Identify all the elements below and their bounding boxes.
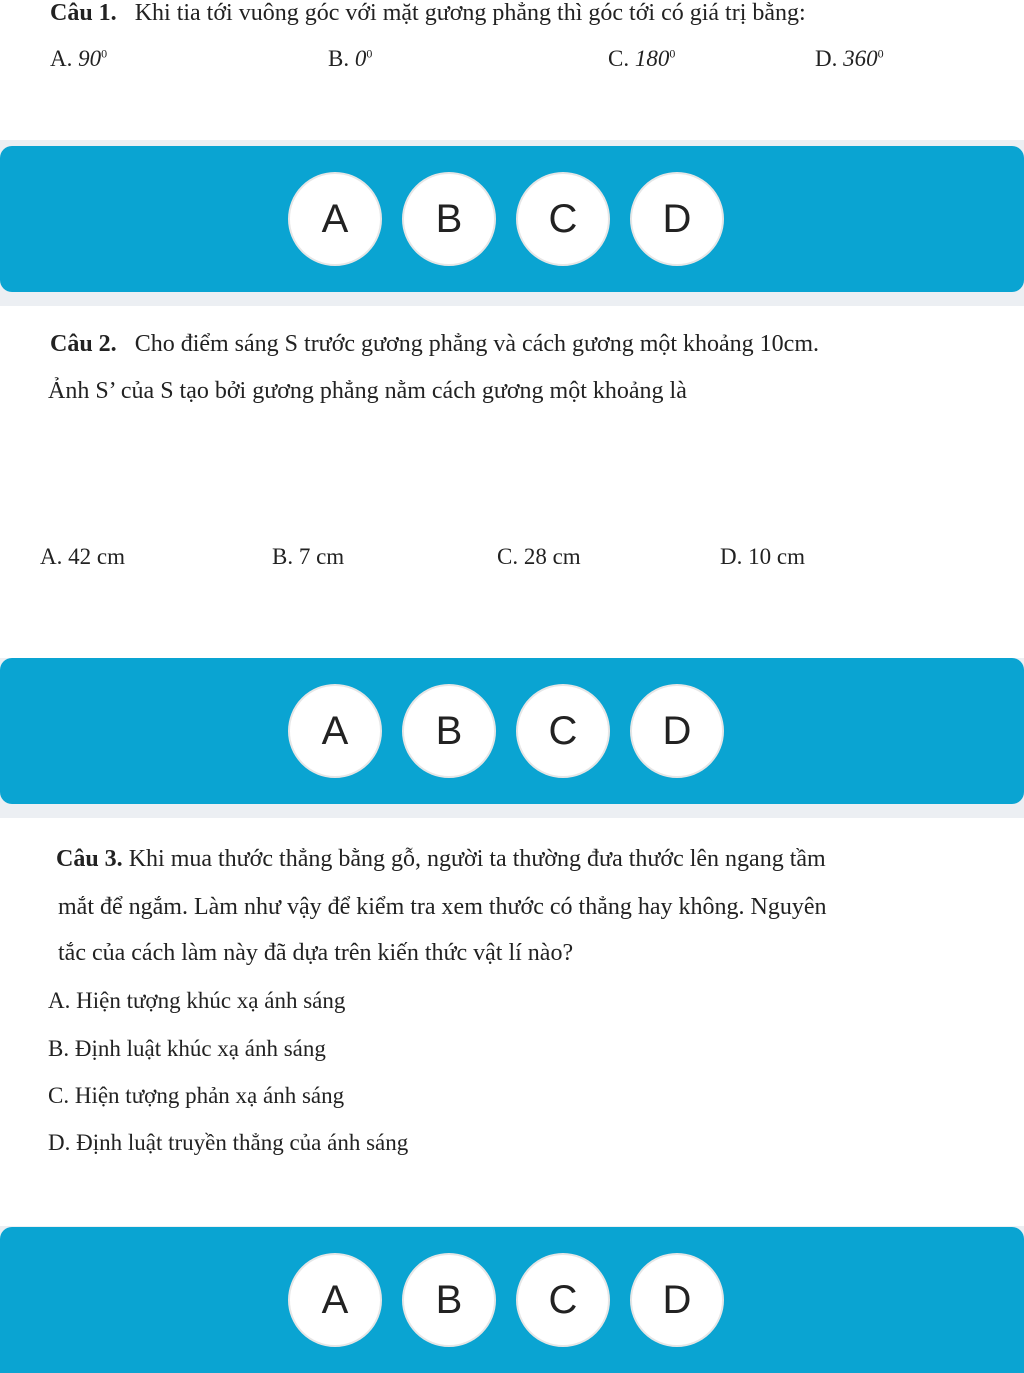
q3-option-b: B. Định luật khúc xạ ánh sáng (48, 1036, 326, 1061)
q1-option-b: B. $0^0$ (328, 46, 373, 71)
question-3-card (0, 818, 1024, 1226)
question-3-line-3: tắc của cách làm này đã dựa trên kiến thức vật lí nào? (58, 940, 574, 966)
answer-c-button[interactable]: C (516, 684, 610, 778)
q3-option-a: A. Hiện tượng khúc xạ ánh sáng (48, 988, 346, 1013)
answer-bar-1 (0, 146, 1024, 292)
answer-bar-3 (0, 1227, 1024, 1373)
question-1-text (50, 0, 806, 27)
q2-option-a: A. 42 cm (40, 544, 125, 569)
question-1-stem: Khi tia tới vuông góc với mặt gương phẳng thì góc tới có giá trị bằng: (134, 0, 806, 26)
q1-option-d: D. $360^0$ (815, 46, 884, 71)
answer-b-button[interactable]: B (402, 172, 496, 266)
question-1-card (0, 0, 1024, 140)
answer-b-button[interactable]: B (402, 1253, 496, 1347)
answer-b-button[interactable]: B (402, 684, 496, 778)
answer-a-button[interactable]: A (288, 172, 382, 266)
question-2-line-2: Ảnh S’ của S tạo bởi gương phẳng nằm cách gương một khoảng là (48, 378, 687, 404)
q2-option-d: D. 10 cm (720, 544, 805, 569)
q2-option-c: C. 28 cm (497, 544, 581, 569)
q3-option-c: C. Hiện tượng phản xạ ánh sáng (48, 1083, 345, 1108)
question-2-line-1: Câu 2. Cho điểm sáng S trước gương phẳng và cách gương một khoảng 10cm. (50, 331, 820, 357)
q1-option-c: C. $180^0$ (608, 46, 676, 71)
answer-d-button[interactable]: D (630, 172, 724, 266)
question-3-line-2: mắt để ngắm. Làm như vậy để kiểm tra xem thước có thẳng hay không. Nguyên (58, 894, 827, 920)
answer-d-button[interactable]: D (630, 684, 724, 778)
question-1-number: Câu 1. (50, 0, 117, 26)
answer-a-button[interactable]: A (288, 684, 382, 778)
question-3-number: Câu 3. (56, 846, 123, 872)
q1-option-a: A. $90^0$ (50, 46, 108, 71)
question-2-number: Câu 2. (50, 331, 117, 357)
answer-c-button[interactable]: C (516, 172, 610, 266)
answer-a-button[interactable]: A (288, 1253, 382, 1347)
question-2-card (0, 306, 1024, 658)
q2-option-b: B. 7 cm (272, 544, 345, 569)
q3-option-d: D. Định luật truyền thẳng của ánh sáng (48, 1130, 409, 1155)
question-3-line-1: Câu 3. Khi mua thước thẳng bằng gỗ, người ta thường đưa thước lên ngang tầm (56, 846, 826, 872)
answer-c-button[interactable]: C (516, 1253, 610, 1347)
answer-bar-2 (0, 658, 1024, 804)
answer-d-button[interactable]: D (630, 1253, 724, 1347)
